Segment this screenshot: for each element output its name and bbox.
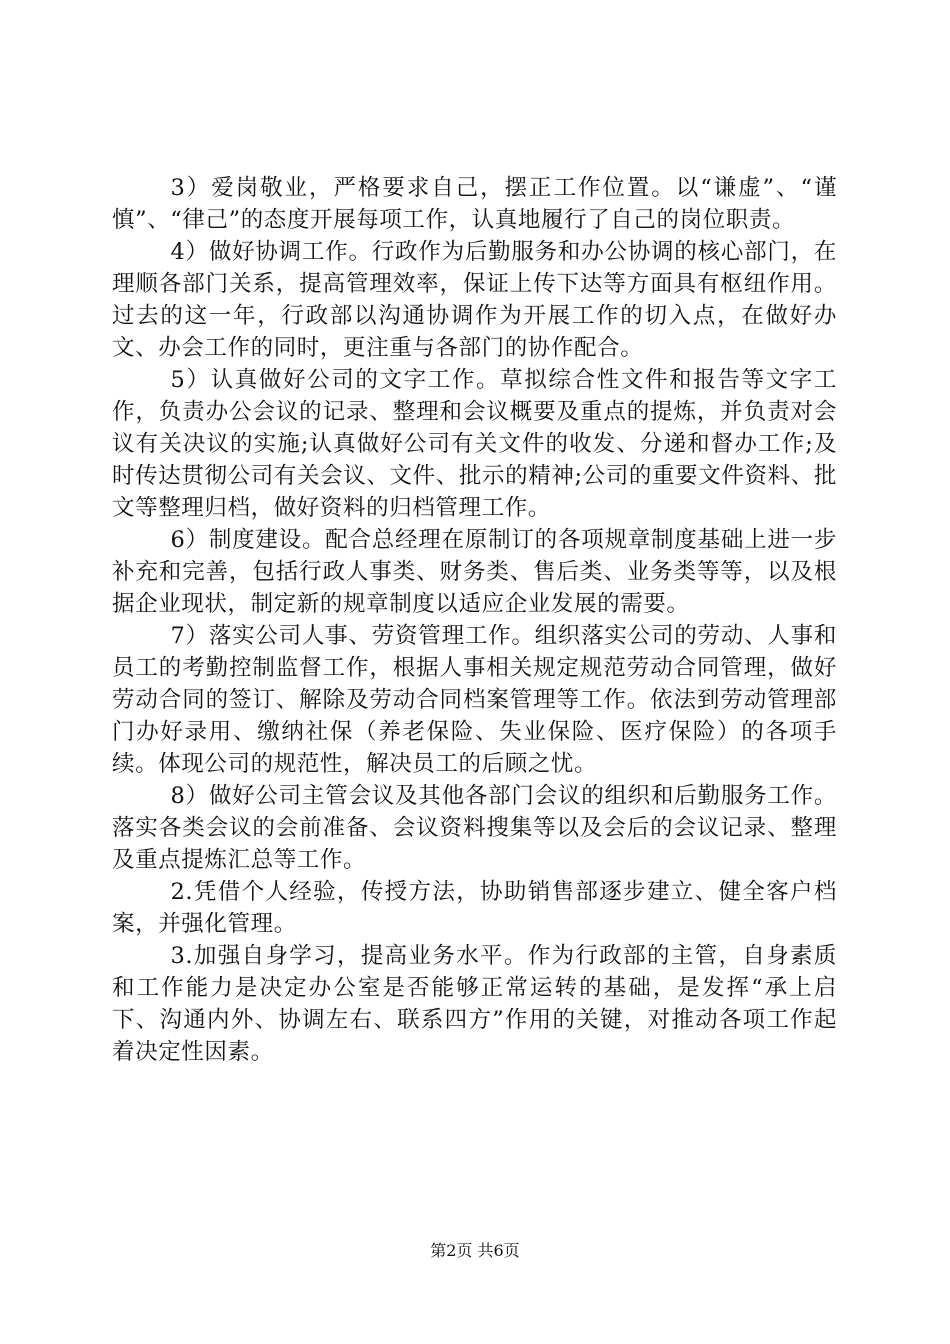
paragraph-item-4: 4）做好协调工作。行政作为后勤服务和办公协调的核心部门，在理顺各部门关系，提高管理效率，保证上传下达等方面具有枢纽作用。过去的这一年，行政部以沟通协调作为开展工作的切入点，在做好办文、办会工作的同时，更注重与各部门的协作配合。 <box>112 239 837 361</box>
paragraph-item-8: 8）做好公司主管会议及其他各部门会议的组织和后勤服务工作。落实各类会议的会前准备、会议资料搜集等以及会后的会议记录、整理及重点提炼汇总等工作。 <box>112 783 837 873</box>
paragraph-section-2: 2.凭借个人经验，传授方法，协助销售部逐步建立、健全客户档案，并强化管理。 <box>112 879 837 937</box>
page-number-footer: 第2页 共6页 <box>430 1241 520 1260</box>
paragraph-item-7: 7）落实公司人事、劳资管理工作。组织落实公司的劳动、人事和员工的考勤控制监督工作，根据人事相关规定规范劳动合同管理，做好劳动合同的签订、解除及劳动合同档案管理等工作。依法到劳动管理部门办好录用、缴纳社保（养老保险、失业保险、医疗保险）的各项手续。体现公司的规范性，解决员工的后顾之忧。 <box>112 623 837 777</box>
document-body <box>112 172 837 1068</box>
paragraph-item-3: 3）爱岗敬业，严格要求自己，摆正工作位置。以“谦虚”、“谨慎”、“律己”的态度开展每项工作，认真地履行了自己的岗位职责。 <box>112 175 837 233</box>
paragraph-item-5: 5）认真做好公司的文字工作。草拟综合性文件和报告等文字工作，负责办公会议的记录、整理和会议概要及重点的提炼，并负责对会议有关决议的实施;认真做好公司有关文件的收发、分递和督办工作;及时传达贯彻公司有关会议、文件、批示的精神;公司的重要文件资料、批文等整理归档，做好资料的归档管理工作。 <box>112 367 837 521</box>
paragraph-section-3: 3.加强自身学习，提高业务水平。作为行政部的主管，自身素质和工作能力是决定办公室是否能够正常运转的基础，是发挥“承上启下、沟通内外、协调左右、联系四方”作用的关键，对推动各项工作起着决定性因素。 <box>112 943 837 1065</box>
paragraph-item-6: 6）制度建设。配合总经理在原制订的各项规章制度基础上进一步补充和完善，包括行政人事类、财务类、售后类、业务类等等，以及根据企业现状，制定新的规章制度以适应企业发展的需要。 <box>112 527 837 617</box>
